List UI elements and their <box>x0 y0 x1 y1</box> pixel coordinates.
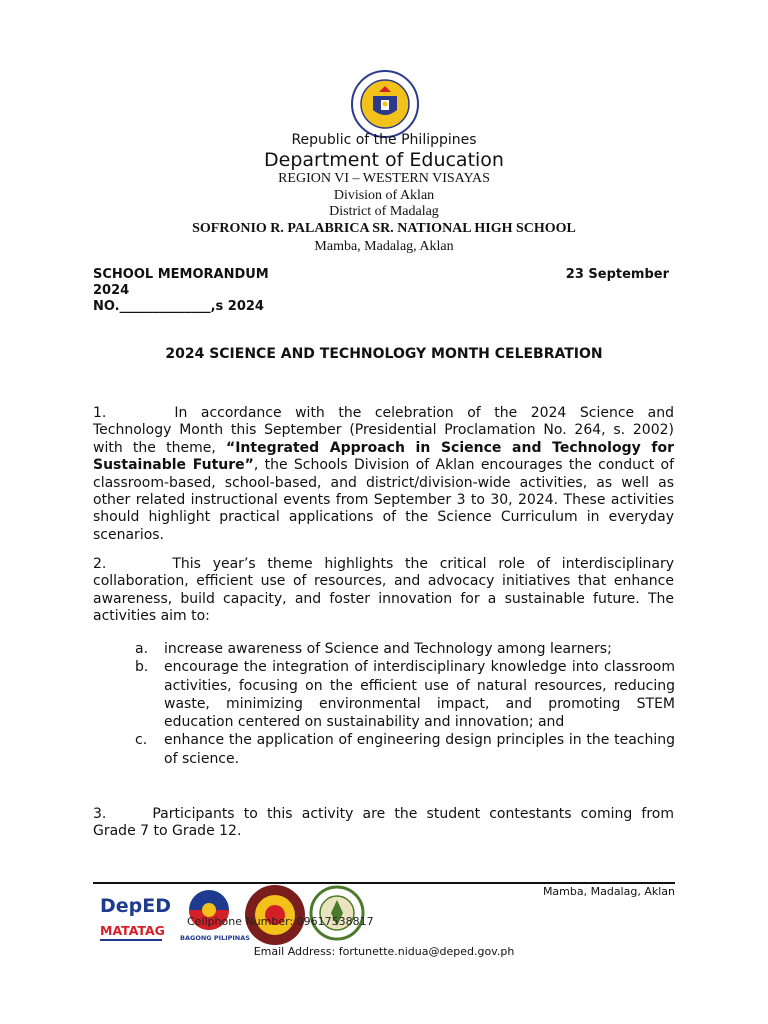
svg-text:BAGONG PILIPINAS: BAGONG PILIPINAS <box>180 934 250 942</box>
svg-text:MATATAG: MATATAG <box>100 923 165 938</box>
district-line: District of Madalag <box>329 204 439 219</box>
memo-number: NO.______________,s 2024 <box>93 299 264 314</box>
memo-date-year: 2024 <box>93 283 130 298</box>
deped-matatag-logo <box>98 890 172 946</box>
paragraph-3 <box>93 806 674 841</box>
department-title: Department of Education <box>264 149 504 171</box>
footer-address: Mamba, Madalag, Aklan <box>542 885 675 898</box>
list-marker: b. <box>135 659 149 676</box>
list-item <box>135 731 675 768</box>
school-seal-logo <box>310 886 364 940</box>
paragraph-1-text-a: In accordance with the celebration of the 2024 Science and Technology Month this September (Presidential Proclamation No. 264, s. 2002) with the theme, <box>93 405 674 456</box>
school-address: Mamba, Madalag, Aklan <box>314 239 454 254</box>
paragraph-2-number: 2. <box>93 556 107 572</box>
footer-email: Email Address: fortunette.nidua@deped.gov.ph <box>253 945 515 958</box>
aims-list <box>135 640 675 768</box>
svg-text:DepED: DepED <box>100 895 172 917</box>
paragraph-1-text-b: , the Schools Division of Aklan encourages the conduct of classroom-based, school-based, and district/division-wide activities, as well as other related instructional events from September 3 to 30, 2024. These activities should highlight practical applications of the Science Curriculum in everyday scenarios. <box>93 457 674 543</box>
paragraph-1 <box>93 405 674 544</box>
list-item-text: enhance the application of engineering design principles in the teaching of science. <box>164 732 675 767</box>
republic-line: Republic of the Philippines <box>291 132 477 148</box>
list-item-text: increase awareness of Science and Technology among learners; <box>164 641 612 657</box>
list-marker: a. <box>135 641 149 657</box>
memo-title: 2024 SCIENCE AND TECHNOLOGY MONTH CELEBRATION <box>165 346 603 362</box>
division-line: Division of Aklan <box>333 188 435 203</box>
bagong-pilipinas-logo <box>180 884 250 944</box>
paragraph-3-number: 3. <box>93 806 107 822</box>
paragraph-1-number: 1. <box>93 405 107 421</box>
school-name: SOFRONIO R. PALABRICA SR. NATIONAL HIGH SCHOOL <box>192 221 576 236</box>
memo-date: 23 September <box>565 267 669 282</box>
footer-phone: Cellphone Number: 09617538817 <box>187 915 374 928</box>
list-item <box>135 658 675 731</box>
theme-text: “Integrated Approach in Science and Technology for Sustainable Future” <box>93 439 674 474</box>
list-item <box>135 640 675 658</box>
paragraph-3-text: Participants to this activity are the student contestants coming from Grade 7 to Grade 12. <box>93 806 674 840</box>
memo-heading <box>93 267 675 315</box>
memo-label: SCHOOL MEMORANDUM <box>93 267 269 282</box>
list-marker: c. <box>135 732 148 749</box>
paragraph-2-text: This year’s theme highlights the critical role of interdisciplinary collaboration, efficient use of resources, and advocacy initiatives that enhance awareness, build capacity, and foster innovation for a sustainable future. The activities aim to: <box>93 556 674 625</box>
list-item-text: encourage the integration of interdisciplinary knowledge into classroom activities, focusing on the efficient use of natural resources, reducing waste, minimizing environmental impact, and promoting STEM education centered on sustainability and innovation; and <box>164 659 675 731</box>
region-line: REGION VI – WESTERN VISAYAS <box>278 171 490 186</box>
deped-seal-logo <box>351 70 419 138</box>
paragraph-2 <box>93 556 674 626</box>
